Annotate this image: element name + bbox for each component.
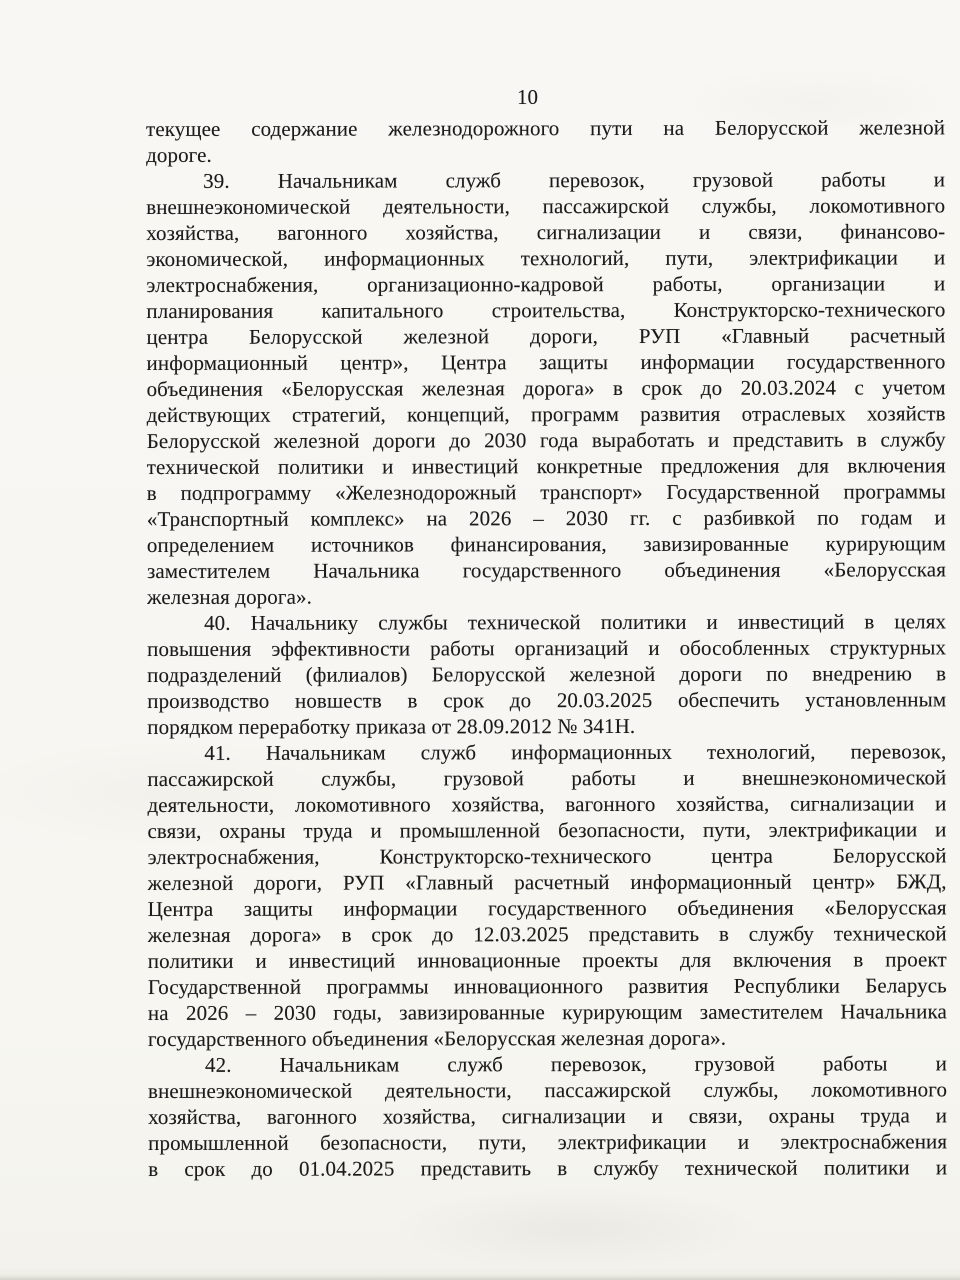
- text-line: 39. Начальникам служб перевозок, грузовой работы и: [203, 167, 946, 193]
- text-line: Белорусской железной дороги до 2030 года выработать и представить в службу: [146, 427, 946, 453]
- paragraph: [146, 114, 945, 168]
- text-line: государственного объединения «Белорусская железная дорога».: [147, 1025, 727, 1051]
- paragraph: [146, 166, 946, 610]
- text-line: политики и инвестиций инновационные проекты для включения в проект: [147, 947, 947, 973]
- text-line: объединения «Белорусская железная дорога» в срок до 20.03.2024 с учетом: [146, 375, 946, 401]
- text-line: хозяйства, вагонного хозяйства, сигнализации и связи, охраны труда и: [148, 1103, 948, 1129]
- page-number: 10: [517, 85, 538, 109]
- text-line: заместителем Начальника государственного объединения «Белорусская: [146, 557, 946, 583]
- paragraph: [147, 608, 946, 740]
- text-line: в срок до 01.04.2025 представить в службу технической политики и: [148, 1155, 948, 1181]
- text-line: связи, охраны труда и промышленной безопасности, пути, электрификации и: [147, 817, 947, 843]
- text-line: порядком переработку приказа от 28.09.2012 № 341Н.: [147, 713, 636, 739]
- text-line: производство новшеств в срок до 20.03.2025 обеспечить установленным: [147, 687, 947, 713]
- text-line: внешнеэкономической деятельности, пассажирской службы, локомотивного: [148, 1077, 948, 1103]
- document-text: [146, 114, 947, 1182]
- text-line: железная дорога» в срок до 12.03.2025 представить в службу технической: [147, 921, 947, 947]
- text-line: «Транспортный комплекс» на 2026 – 2030 гг. с разбивкой по годам и: [146, 505, 946, 531]
- text-line: экономической, информационных технологий, пути, электрификации и: [146, 245, 946, 271]
- text-line: 42. Начальникам служб перевозок, грузовой работы и: [204, 1051, 948, 1077]
- text-line: железной дороги, РУП «Главный расчетный информационный центр» БЖД,: [147, 869, 947, 895]
- text-line: Центра защиты информации государственного объединения «Белорусская: [147, 895, 947, 921]
- text-line: пассажирской службы, грузовой работы и внешнеэкономической: [147, 765, 947, 791]
- text-line: действующих стратегий, концепций, программ развития отраслевых хозяйств: [146, 401, 946, 427]
- text-line: промышленной безопасности, пути, электрификации и электроснабжения: [148, 1129, 948, 1155]
- text-line: 41. Начальникам служб информационных технологий, перевозок,: [204, 739, 947, 765]
- paragraph: [148, 1050, 947, 1182]
- text-line: информационный центр», Центра защиты информации государственного: [146, 349, 946, 375]
- text-line: планирования капитального строительства, Конструкторско-технического: [146, 297, 946, 323]
- text-line: технической политики и инвестиций конкретные предложения для включения: [146, 453, 946, 479]
- text-line: текущее содержание железнодорожного пути на Белорусской железной: [146, 115, 946, 141]
- text-line: на 2026 – 2030 годы, завизированные курирующим заместителем Начальника: [147, 999, 947, 1025]
- paragraph: [147, 738, 947, 1052]
- text-line: центра Белорусской железной дороги, РУП «Главный расчетный: [146, 323, 946, 349]
- text-line: 40. Начальнику службы технической политики и инвестиций в целях: [204, 609, 947, 635]
- text-line: электроснабжения, организационно-кадровой работы, организации и: [146, 271, 946, 297]
- text-line: электроснабжения, Конструкторско-технического центра Белорусской: [147, 843, 947, 869]
- text-line: повышения эффективности работы организаций и обособленных структурных: [147, 635, 947, 661]
- text-line: деятельности, локомотивного хозяйства, вагонного хозяйства, сигнализации и: [147, 791, 947, 817]
- text-line: хозяйства, вагонного хозяйства, сигнализации и связи, финансово-: [146, 219, 946, 245]
- text-line: Государственной программы инновационного развития Республики Беларусь: [147, 973, 947, 999]
- text-line: железная дорога».: [146, 584, 312, 609]
- text-line: дороге.: [146, 142, 212, 167]
- text-line: определением источников финансирования, завизированные курирующим: [146, 531, 946, 557]
- text-line: внешнеэкономической деятельности, пассажирской службы, локомотивного: [146, 193, 946, 219]
- text-line: в подпрограмму «Железнодорожный транспорт» Государственной программы: [146, 479, 946, 505]
- text-line: подразделений (филиалов) Белорусской железной дороги по внедрению в: [147, 661, 947, 687]
